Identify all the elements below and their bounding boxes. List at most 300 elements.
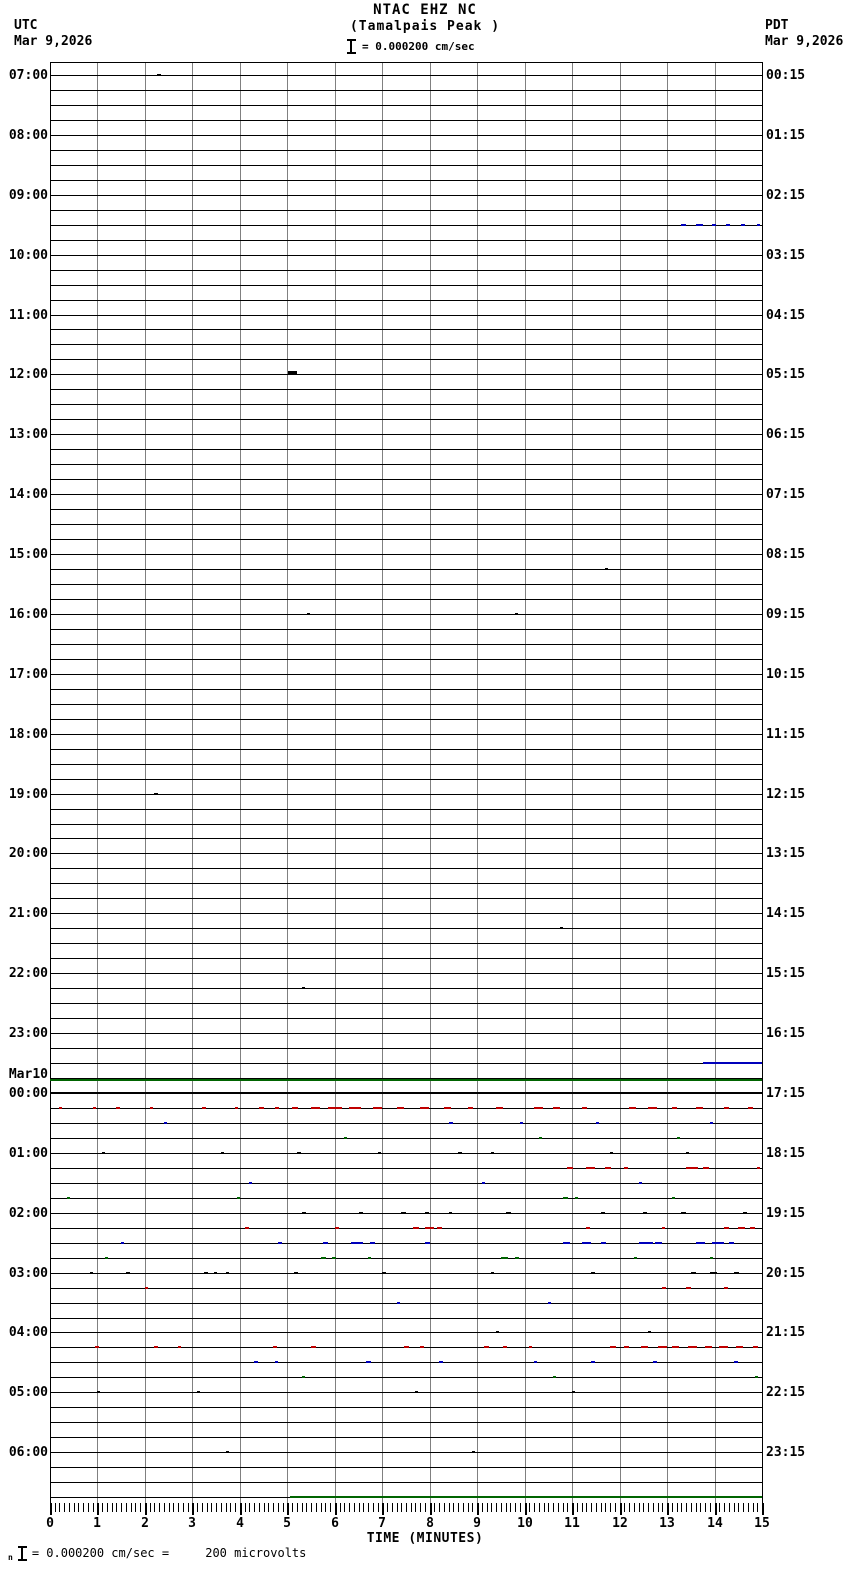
- x-minor-tick: [359, 1503, 360, 1512]
- hour-label-right: 00:15: [766, 68, 806, 83]
- trace-row: [50, 464, 762, 465]
- x-minor-tick: [159, 1503, 160, 1512]
- x-minor-tick: [449, 1503, 450, 1512]
- noise-mark-black: [307, 613, 310, 615]
- noise-mark-red: [696, 1107, 703, 1109]
- x-minor-tick: [639, 1503, 640, 1512]
- noise-mark-red: [404, 1346, 409, 1348]
- noise-mark-black: [415, 1391, 418, 1393]
- trace-solid-segment-blue: [703, 1062, 762, 1064]
- hour-label-left: 21:00: [8, 906, 48, 921]
- noise-mark-black: [214, 1272, 217, 1274]
- x-minor-tick: [729, 1503, 730, 1512]
- noise-mark-black: [572, 1391, 575, 1393]
- x-minor-tick: [520, 1503, 521, 1512]
- x-minor-tick: [131, 1503, 132, 1512]
- minute-gridline: [477, 62, 478, 1503]
- noise-mark-blue: [601, 1242, 606, 1244]
- noise-mark-red: [648, 1107, 657, 1109]
- x-minor-tick: [93, 1503, 94, 1512]
- station-location: (Tamalpais Peak ): [349, 19, 501, 34]
- hour-label-right: 04:15: [766, 308, 806, 323]
- hour-label-left: 12:00: [8, 367, 48, 382]
- trace-row: [50, 539, 762, 540]
- x-minor-tick: [397, 1503, 398, 1512]
- x-minor-tick: [230, 1503, 231, 1512]
- noise-mark-black: [287, 1092, 296, 1094]
- noise-mark-black: [226, 1451, 229, 1453]
- x-minor-tick: [349, 1503, 350, 1512]
- noise-mark-black: [69, 1092, 75, 1094]
- trace-row: [50, 838, 762, 839]
- trace-row: [50, 1258, 762, 1259]
- x-tick-label: 6: [331, 1516, 339, 1531]
- noise-mark-black: [472, 1451, 475, 1453]
- x-minor-tick: [415, 1503, 416, 1512]
- x-major-tick: [240, 1503, 242, 1515]
- trace-row: [50, 1123, 762, 1124]
- x-minor-tick: [354, 1503, 355, 1512]
- x-minor-tick: [406, 1503, 407, 1512]
- noise-mark-red: [624, 1167, 628, 1169]
- noise-mark-green: [368, 1257, 371, 1259]
- noise-mark-black: [591, 1272, 595, 1274]
- trace-row: [50, 374, 762, 375]
- x-tick-label: 10: [517, 1516, 533, 1531]
- noise-mark-black: [477, 1092, 491, 1094]
- noise-mark-red: [757, 1167, 760, 1169]
- x-minor-tick: [316, 1503, 317, 1512]
- noise-mark-red: [705, 1346, 712, 1348]
- noise-mark-red: [586, 1167, 595, 1169]
- hour-label-left: 20:00: [8, 846, 48, 861]
- x-minor-tick: [738, 1503, 739, 1512]
- noise-mark-black: [401, 1212, 406, 1214]
- x-major-tick: [620, 1503, 622, 1515]
- trace-row: [50, 883, 762, 884]
- noise-mark-red: [703, 1167, 709, 1169]
- trace-row: [50, 1318, 762, 1319]
- trace-row: [50, 1048, 762, 1049]
- trace-row: [50, 120, 762, 121]
- noise-mark-green: [634, 1257, 637, 1259]
- noise-mark-black: [643, 1092, 667, 1094]
- x-minor-tick: [83, 1503, 84, 1512]
- x-minor-tick: [202, 1503, 203, 1512]
- x-major-tick: [430, 1503, 432, 1515]
- noise-mark-red: [736, 1346, 743, 1348]
- x-minor-tick: [140, 1503, 141, 1512]
- trace-row: [50, 584, 762, 585]
- x-minor-tick: [482, 1503, 483, 1512]
- x-minor-tick: [330, 1503, 331, 1512]
- x-minor-tick: [107, 1503, 108, 1512]
- x-major-tick: [572, 1503, 574, 1515]
- x-minor-tick: [515, 1503, 516, 1512]
- hour-label-right: 02:15: [766, 188, 806, 203]
- hour-label-right: 14:15: [766, 906, 806, 921]
- minute-gridline: [50, 62, 51, 1503]
- hour-label-left: 00:00: [8, 1086, 48, 1101]
- trace-row: [50, 1288, 762, 1289]
- x-tick-label: 4: [236, 1516, 244, 1531]
- noise-mark-red: [484, 1346, 489, 1348]
- noise-mark-black: [491, 1272, 494, 1274]
- noise-mark-red: [116, 1107, 120, 1109]
- x-major-tick: [477, 1503, 479, 1515]
- noise-mark-blue: [366, 1361, 371, 1363]
- hour-label-right: 10:15: [766, 667, 806, 682]
- x-tick-label: 11: [564, 1516, 580, 1531]
- x-minor-tick: [544, 1503, 545, 1512]
- trace-row: [50, 509, 762, 510]
- noise-mark-black: [710, 1272, 717, 1274]
- noise-mark-black: [572, 1092, 591, 1094]
- hour-label-left: 10:00: [8, 248, 48, 263]
- hour-label-right: 05:15: [766, 367, 806, 382]
- trace-row: [50, 225, 762, 226]
- hour-label-right: 17:15: [766, 1086, 806, 1101]
- trace-row: [50, 210, 762, 211]
- noise-mark-red: [413, 1227, 419, 1229]
- x-minor-tick: [496, 1503, 497, 1512]
- noise-mark-red: [425, 1227, 434, 1229]
- trace-row: [50, 868, 762, 869]
- x-minor-tick: [169, 1503, 170, 1512]
- hour-label-left: 16:00: [8, 607, 48, 622]
- x-minor-tick: [188, 1503, 189, 1512]
- x-minor-tick: [529, 1503, 530, 1512]
- noise-mark-red: [259, 1107, 264, 1109]
- x-tick-label: 1: [93, 1516, 101, 1531]
- x-minor-tick: [567, 1503, 568, 1512]
- noise-mark-green: [501, 1257, 508, 1259]
- hour-label-left: 11:00: [8, 308, 48, 323]
- x-minor-tick: [591, 1503, 592, 1512]
- noise-mark-red: [178, 1346, 181, 1348]
- x-minor-tick: [387, 1503, 388, 1512]
- trace-row: [50, 674, 762, 675]
- trace-row: [50, 1303, 762, 1304]
- trace-row: [50, 1213, 762, 1214]
- x-major-tick: [192, 1503, 194, 1515]
- noise-mark-blue: [655, 1242, 662, 1244]
- noise-mark-black: [525, 1092, 544, 1094]
- noise-mark-red: [672, 1346, 679, 1348]
- noise-mark-red: [150, 1107, 153, 1109]
- x-minor-tick: [254, 1503, 255, 1512]
- noise-mark-blue: [639, 1242, 653, 1244]
- trace-row: [50, 943, 762, 944]
- noise-mark-blue: [534, 1361, 537, 1363]
- scale-legend-text: = 0.000200 cm/sec: [362, 40, 475, 53]
- noise-mark-black: [601, 1212, 605, 1214]
- x-minor-tick: [719, 1503, 720, 1512]
- noise-mark-black: [496, 1331, 499, 1333]
- x-minor-tick: [425, 1503, 426, 1512]
- noise-mark-green: [344, 1137, 347, 1139]
- noise-mark-black: [359, 1092, 373, 1094]
- trace-row: [50, 180, 762, 181]
- trace-row: [50, 599, 762, 600]
- noise-mark-black: [743, 1212, 747, 1214]
- x-minor-tick: [88, 1503, 89, 1512]
- trace-row: [50, 270, 762, 271]
- noise-mark-red: [582, 1107, 587, 1109]
- x-minor-tick: [534, 1503, 535, 1512]
- x-minor-tick: [69, 1503, 70, 1512]
- x-minor-tick: [121, 1503, 122, 1512]
- x-minor-tick: [344, 1503, 345, 1512]
- noise-mark-black: [425, 1212, 429, 1214]
- trace-row: [50, 389, 762, 390]
- noise-mark-black: [154, 1092, 163, 1094]
- trace-row: [50, 988, 762, 989]
- noise-mark-blue: [596, 1122, 599, 1124]
- noise-mark-red: [95, 1346, 99, 1348]
- noise-mark-green: [563, 1197, 568, 1199]
- x-minor-tick: [183, 1503, 184, 1512]
- hour-label-left: 19:00: [8, 787, 48, 802]
- noise-mark-green: [710, 1257, 713, 1259]
- trace-row: [50, 719, 762, 720]
- noise-mark-blue: [164, 1122, 167, 1124]
- noise-mark-green: [575, 1197, 578, 1199]
- x-tick-label: 0: [46, 1516, 54, 1531]
- noise-mark-blue: [351, 1242, 363, 1244]
- hour-label-left: Mar10: [8, 1067, 48, 1082]
- x-minor-tick: [420, 1503, 421, 1512]
- noise-mark-black: [501, 1092, 518, 1094]
- minute-gridline: [287, 62, 288, 1503]
- hour-label-right: 16:15: [766, 1026, 806, 1041]
- noise-mark-blue: [520, 1122, 523, 1124]
- x-minor-tick: [249, 1503, 250, 1512]
- x-minor-tick: [458, 1503, 459, 1512]
- trace-row: [50, 554, 762, 555]
- trace-row: [50, 1273, 762, 1274]
- x-minor-tick: [283, 1503, 284, 1512]
- noise-mark-blue: [121, 1242, 124, 1244]
- noise-mark-black: [226, 1272, 229, 1274]
- trace-row: [50, 913, 762, 914]
- hour-label-right: 09:15: [766, 607, 806, 622]
- noise-mark-green: [672, 1197, 675, 1199]
- noise-mark-black: [430, 1092, 444, 1094]
- noise-mark-black: [691, 1272, 696, 1274]
- minute-gridline: [667, 62, 668, 1503]
- hour-label-right: 15:15: [766, 966, 806, 981]
- trace-row: [50, 704, 762, 705]
- noise-mark-red: [672, 1107, 677, 1109]
- trace-solid-segment-green: [50, 1079, 762, 1081]
- noise-mark-black: [643, 1212, 647, 1214]
- noise-mark-blue: [591, 1361, 595, 1363]
- trace-row: [50, 524, 762, 525]
- noise-mark-black: [197, 1391, 200, 1393]
- noise-mark-black: [686, 1152, 689, 1154]
- footer-sub-n: n: [8, 1552, 13, 1562]
- noise-mark-black: [207, 1092, 214, 1094]
- trace-row: [50, 1422, 762, 1423]
- hour-label-right: 01:15: [766, 128, 806, 143]
- x-minor-tick: [643, 1503, 644, 1512]
- trace-row: [50, 434, 762, 435]
- x-minor-tick: [164, 1503, 165, 1512]
- x-minor-tick: [150, 1503, 151, 1512]
- x-minor-tick: [577, 1503, 578, 1512]
- noise-mark-green: [237, 1197, 240, 1199]
- x-minor-tick: [401, 1503, 402, 1512]
- noise-mark-red: [658, 1346, 667, 1348]
- x-minor-tick: [363, 1503, 364, 1512]
- noise-mark-black: [548, 1092, 565, 1094]
- noise-mark-red: [753, 1346, 758, 1348]
- noise-mark-red: [235, 1107, 238, 1109]
- x-minor-tick: [292, 1503, 293, 1512]
- noise-mark-black: [743, 1092, 760, 1094]
- noise-mark-red: [534, 1107, 543, 1109]
- hour-label-left: 01:00: [8, 1146, 48, 1161]
- footer-scale-bar-icon: [18, 1546, 27, 1560]
- x-minor-tick: [453, 1503, 454, 1512]
- trace-row: [50, 240, 762, 241]
- hour-label-left: 02:00: [8, 1206, 48, 1221]
- x-minor-tick: [539, 1503, 540, 1512]
- noise-mark-red: [724, 1107, 729, 1109]
- noise-mark-red: [273, 1346, 277, 1348]
- noise-mark-red: [468, 1107, 473, 1109]
- noise-mark-red: [748, 1107, 753, 1109]
- trace-row: [50, 494, 762, 495]
- noise-mark-black: [154, 793, 158, 795]
- noise-mark-black: [620, 1092, 639, 1094]
- x-minor-tick: [264, 1503, 265, 1512]
- x-minor-tick: [487, 1503, 488, 1512]
- noise-mark-black: [157, 74, 161, 76]
- noise-mark-blue: [729, 1242, 734, 1244]
- trace-row: [50, 90, 762, 91]
- trace-row: [50, 734, 762, 735]
- pdt-label: PDT: [765, 18, 789, 33]
- x-minor-tick: [686, 1503, 687, 1512]
- x-minor-tick: [373, 1503, 374, 1512]
- noise-mark-black: [458, 1152, 462, 1154]
- x-minor-tick: [586, 1503, 587, 1512]
- trace-row: [50, 1437, 762, 1438]
- x-minor-tick: [681, 1503, 682, 1512]
- noise-mark-black: [734, 1272, 739, 1274]
- noise-mark-red: [662, 1287, 666, 1289]
- hour-label-right: 11:15: [766, 727, 806, 742]
- noise-mark-red: [349, 1107, 361, 1109]
- x-minor-tick: [634, 1503, 635, 1512]
- noise-mark-red: [335, 1227, 339, 1229]
- x-minor-tick: [340, 1503, 341, 1512]
- hour-label-left: 23:00: [8, 1026, 48, 1041]
- noise-mark-blue: [757, 224, 760, 226]
- x-major-tick: [97, 1503, 99, 1515]
- noise-mark-green: [677, 1137, 680, 1139]
- minute-gridline: [620, 62, 621, 1503]
- hour-label-right: 13:15: [766, 846, 806, 861]
- hour-label-left: 03:00: [8, 1266, 48, 1281]
- noise-mark-black: [648, 1331, 651, 1333]
- trace-row: [50, 1198, 762, 1199]
- trace-row: [50, 898, 762, 899]
- x-minor-tick: [582, 1503, 583, 1512]
- trace-row: [50, 1183, 762, 1184]
- x-minor-tick: [207, 1503, 208, 1512]
- hour-label-left: 04:00: [8, 1325, 48, 1340]
- noise-mark-red: [553, 1107, 560, 1109]
- noise-mark-blue: [449, 1122, 453, 1124]
- trace-row: [50, 150, 762, 151]
- hour-label-right: 19:15: [766, 1206, 806, 1221]
- trace-row: [50, 419, 762, 420]
- noise-mark-red: [686, 1287, 691, 1289]
- trace-row: [50, 1228, 762, 1229]
- x-major-tick: [145, 1503, 147, 1515]
- noise-mark-black: [264, 1092, 271, 1094]
- hour-label-left: 06:00: [8, 1445, 48, 1460]
- noise-mark-black: [126, 1092, 132, 1094]
- noise-mark-black: [610, 1152, 613, 1154]
- trace-row: [50, 614, 762, 615]
- x-minor-tick: [624, 1503, 625, 1512]
- noise-mark-red: [688, 1346, 697, 1348]
- x-major-tick: [715, 1503, 717, 1515]
- noise-mark-red: [719, 1346, 728, 1348]
- noise-mark-blue: [439, 1361, 443, 1363]
- x-minor-tick: [743, 1503, 744, 1512]
- noise-mark-red: [610, 1346, 616, 1348]
- noise-mark-black: [453, 1092, 470, 1094]
- noise-mark-blue: [548, 1302, 551, 1304]
- noise-mark-green: [302, 1376, 305, 1378]
- x-minor-tick: [605, 1503, 606, 1512]
- trace-row: [50, 479, 762, 480]
- noise-mark-black: [382, 1092, 394, 1094]
- noise-mark-red: [629, 1107, 636, 1109]
- noise-mark-red: [420, 1107, 429, 1109]
- noise-mark-red: [311, 1107, 320, 1109]
- minute-gridline: [525, 62, 526, 1503]
- x-minor-tick: [368, 1503, 369, 1512]
- hour-label-left: 08:00: [8, 128, 48, 143]
- x-minor-tick: [672, 1503, 673, 1512]
- x-minor-tick: [677, 1503, 678, 1512]
- x-minor-tick: [235, 1503, 236, 1512]
- noise-mark-black: [97, 1092, 104, 1094]
- noise-mark-red: [59, 1107, 62, 1109]
- hour-label-right: 22:15: [766, 1385, 806, 1400]
- noise-mark-blue: [696, 1242, 705, 1244]
- x-minor-tick: [439, 1503, 440, 1512]
- noise-mark-red: [397, 1107, 404, 1109]
- noise-mark-black: [382, 1272, 386, 1274]
- noise-mark-black: [288, 371, 297, 375]
- trace-row: [50, 165, 762, 166]
- noise-mark-blue: [653, 1361, 657, 1363]
- x-minor-tick: [700, 1503, 701, 1512]
- noise-mark-black: [491, 1152, 494, 1154]
- noise-mark-blue: [397, 1302, 400, 1304]
- noise-mark-blue: [425, 1242, 430, 1244]
- noise-mark-blue: [696, 224, 703, 226]
- noise-mark-black: [126, 1272, 130, 1274]
- trace-row: [50, 404, 762, 405]
